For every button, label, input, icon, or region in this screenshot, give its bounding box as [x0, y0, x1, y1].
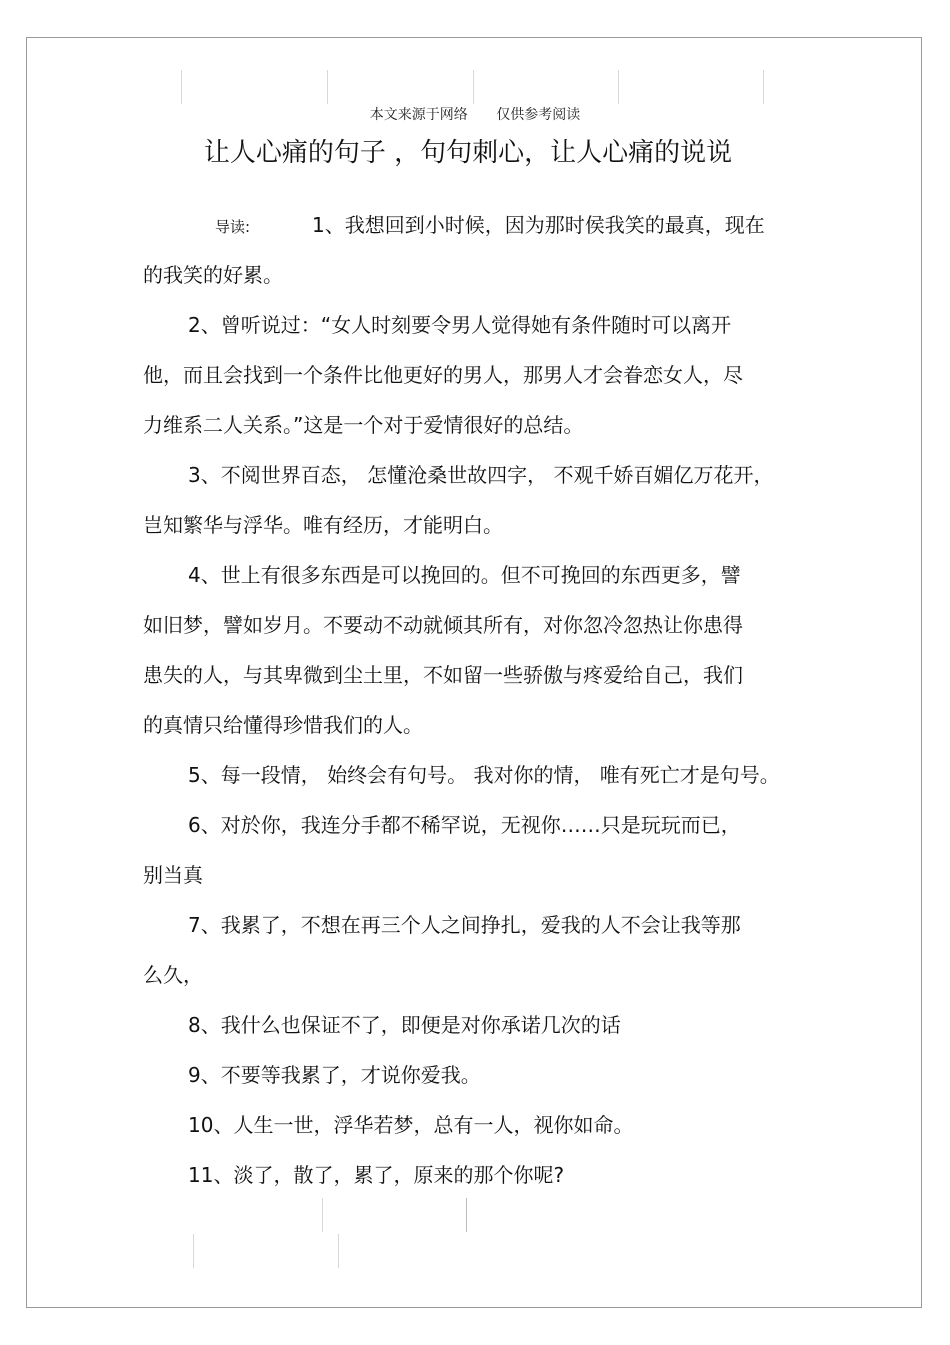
text-line: 他，而且会找到一个条件比他更好的男人，那男人才会眷恋女人，尽	[143, 363, 743, 387]
scan-mark	[193, 1234, 194, 1268]
text-line: 10、人生一世，浮华若梦，总有一人，视你如命。	[188, 1113, 634, 1137]
text-line: 如旧梦，譬如岁月。不要动不动就倾其所有，对你忽冷忽热让你患得	[143, 613, 743, 637]
header-note: 仅供参考阅读	[496, 107, 581, 123]
scan-mark	[181, 70, 182, 104]
text-line: 的真情只给懂得珍惜我们的人。	[143, 713, 423, 737]
lead-label: 导读:	[215, 218, 251, 236]
text-line: 8、我什么也保证不了，即便是对你承诺几次的话	[188, 1013, 621, 1037]
text-line: 3、不阅世界百态， 怎懂沧桑世故四字， 不观千娇百媚亿万花开，	[188, 463, 774, 487]
text-line: 11、淡了，散了，累了，原来的那个你呢?	[188, 1163, 565, 1187]
scan-mark	[327, 70, 328, 104]
scan-mark	[763, 70, 764, 104]
text-line: 1、我想回到小时候，因为那时侯我笑的最真，现在	[312, 213, 765, 237]
text-line: 6、对於你，我连分手都不稀罕说，无视你……只是玩玩而已，	[188, 813, 741, 837]
scan-mark	[473, 70, 474, 104]
page-header	[0, 104, 950, 124]
document-title: 让人心痛的句子 ，句句刺心，让人心痛的说说	[203, 138, 733, 168]
text-line: 7、我累了，不想在再三个人之间挣扎，爱我的人不会让我等那	[188, 913, 741, 937]
text-line: 力维系二人关系。”这是一个对于爱情很好的总结。	[143, 413, 584, 437]
header-source: 本文来源于网络	[369, 107, 468, 123]
text-line: 么久，	[143, 963, 203, 987]
text-line: 的我笑的好累。	[143, 263, 283, 287]
scan-mark	[466, 1198, 467, 1232]
scan-mark	[322, 1198, 323, 1232]
text-line: 4、世上有很多东西是可以挽回的。但不可挽回的东西更多，譬	[188, 563, 741, 587]
scan-mark	[618, 70, 619, 104]
text-line: 2、曾听说过：“女人时刻要令男人觉得她有条件随时可以离开	[188, 313, 732, 337]
scan-mark	[338, 1234, 339, 1268]
text-line: 5、每一段情， 始终会有句号。 我对你的情， 唯有死亡才是句号。	[188, 763, 780, 787]
text-line: 9、不要等我累了，才说你爱我。	[188, 1063, 481, 1087]
text-line: 患失的人，与其卑微到尘土里，不如留一些骄傲与疼爱给自己，我们	[143, 663, 743, 687]
text-line: 别当真	[143, 863, 203, 887]
text-line: 岂知繁华与浮华。唯有经历，才能明白。	[143, 513, 503, 537]
